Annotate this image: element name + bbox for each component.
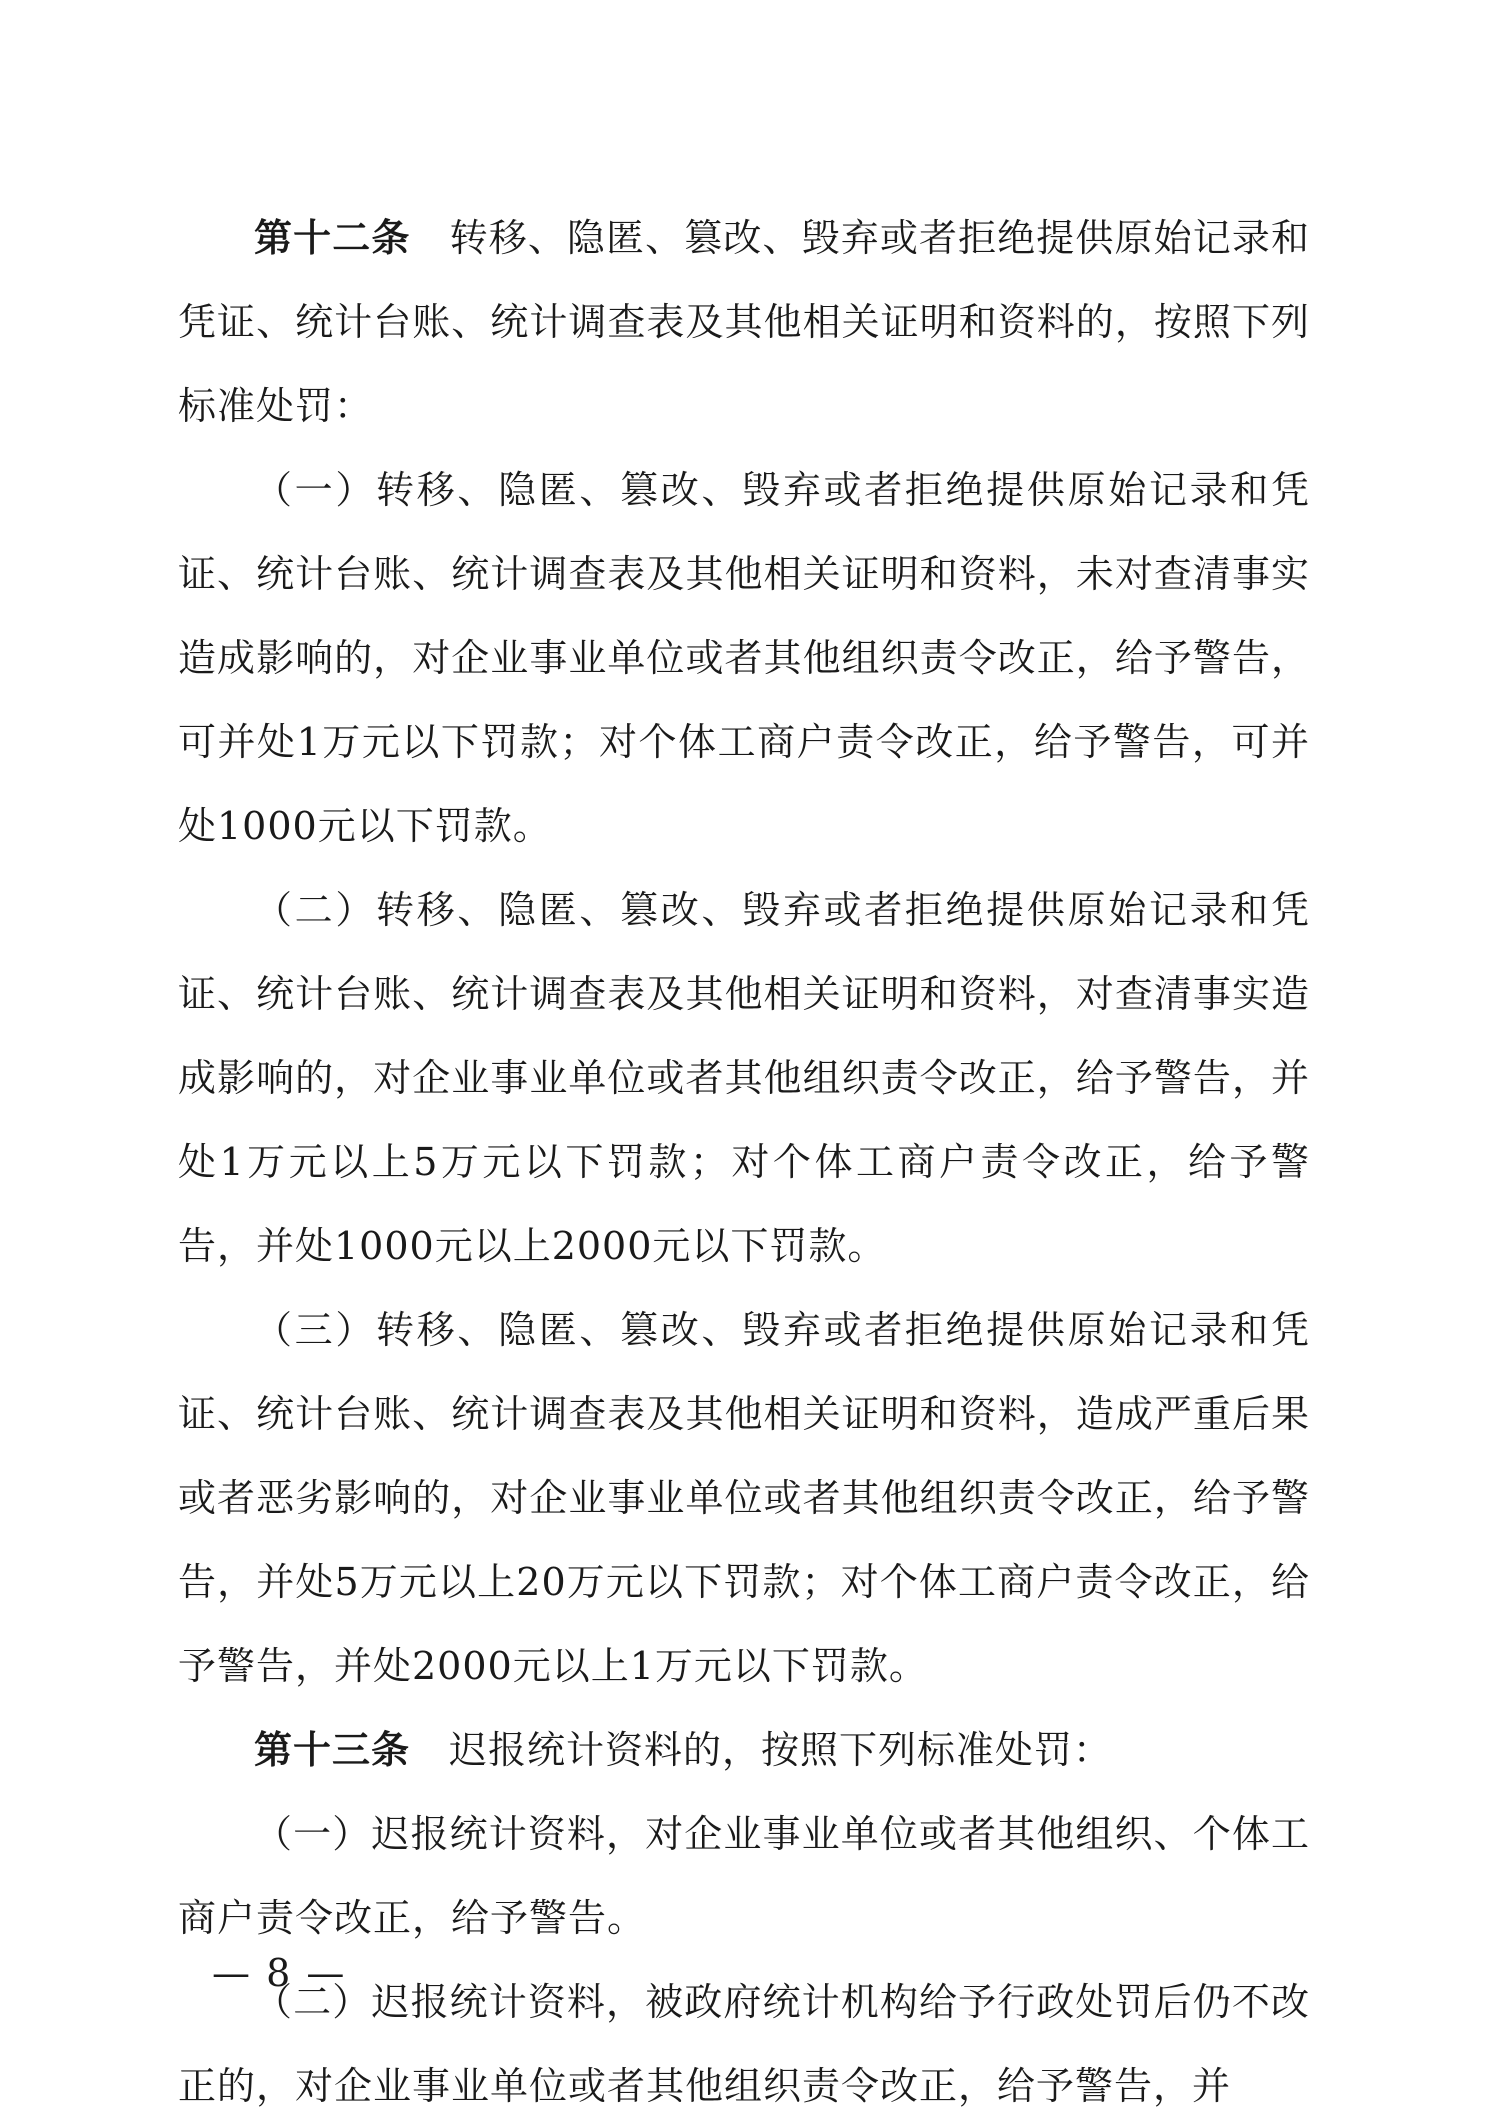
article-13-heading: 第十三条 bbox=[254, 1727, 411, 1772]
article-12-heading: 第十二条 bbox=[254, 215, 411, 260]
article-12-intro-text: 转移、隐匿、篡改、毁弃或者拒绝提供原始记录和凭证、统计台账、统计调查表及其他相关证明和资料的，按照下列标准处罚： bbox=[178, 216, 1310, 428]
article-13-item-2: （二）迟报统计资料，被政府统计机构给予行政处罚后仍不改正的，对企业事业单位或者其他组织责令改正，给予警告，并 bbox=[178, 1980, 1310, 2108]
article-12-item-3: （三）转移、隐匿、篡改、毁弃或者拒绝提供原始记录和凭证、统计台账、统计调查表及其他相关证明和资料，造成严重后果或者恶劣影响的，对企业事业单位或者其他组织责令改正，给予警告，并处5万元以上20万元以下罚款；对个体工商户责令改正，给予警告，并处2000元以上1万元以下罚款。 bbox=[178, 1308, 1310, 1688]
article-13-item-1: （一）迟报统计资料，对企业事业单位或者其他组织、个体工商户责令改正，给予警告。 bbox=[178, 1812, 1310, 1940]
article-12-intro bbox=[178, 196, 1310, 448]
article-13-intro-text: 迟报统计资料的，按照下列标准处罚： bbox=[449, 1728, 1113, 1772]
page-number: — 8 — bbox=[212, 1951, 347, 1995]
article-13-intro bbox=[178, 1708, 1310, 1792]
document-body bbox=[178, 196, 1310, 2128]
article-12-item-1: （一）转移、隐匿、篡改、毁弃或者拒绝提供原始记录和凭证、统计台账、统计调查表及其他相关证明和资料，未对查清事实造成影响的，对企业事业单位或者其他组织责令改正，给予警告，可并处1万元以下罚款；对个体工商户责令改正，给予警告，可并处1000元以下罚款。 bbox=[178, 468, 1310, 848]
article-12-item-2: （二）转移、隐匿、篡改、毁弃或者拒绝提供原始记录和凭证、统计台账、统计调查表及其他相关证明和资料，对查清事实造成影响的，对企业事业单位或者其他组织责令改正，给予警告，并处1万元以上5万元以下罚款；对个体工商户责令改正，给予警告，并处1000元以上2000元以下罚款。 bbox=[178, 888, 1310, 1268]
